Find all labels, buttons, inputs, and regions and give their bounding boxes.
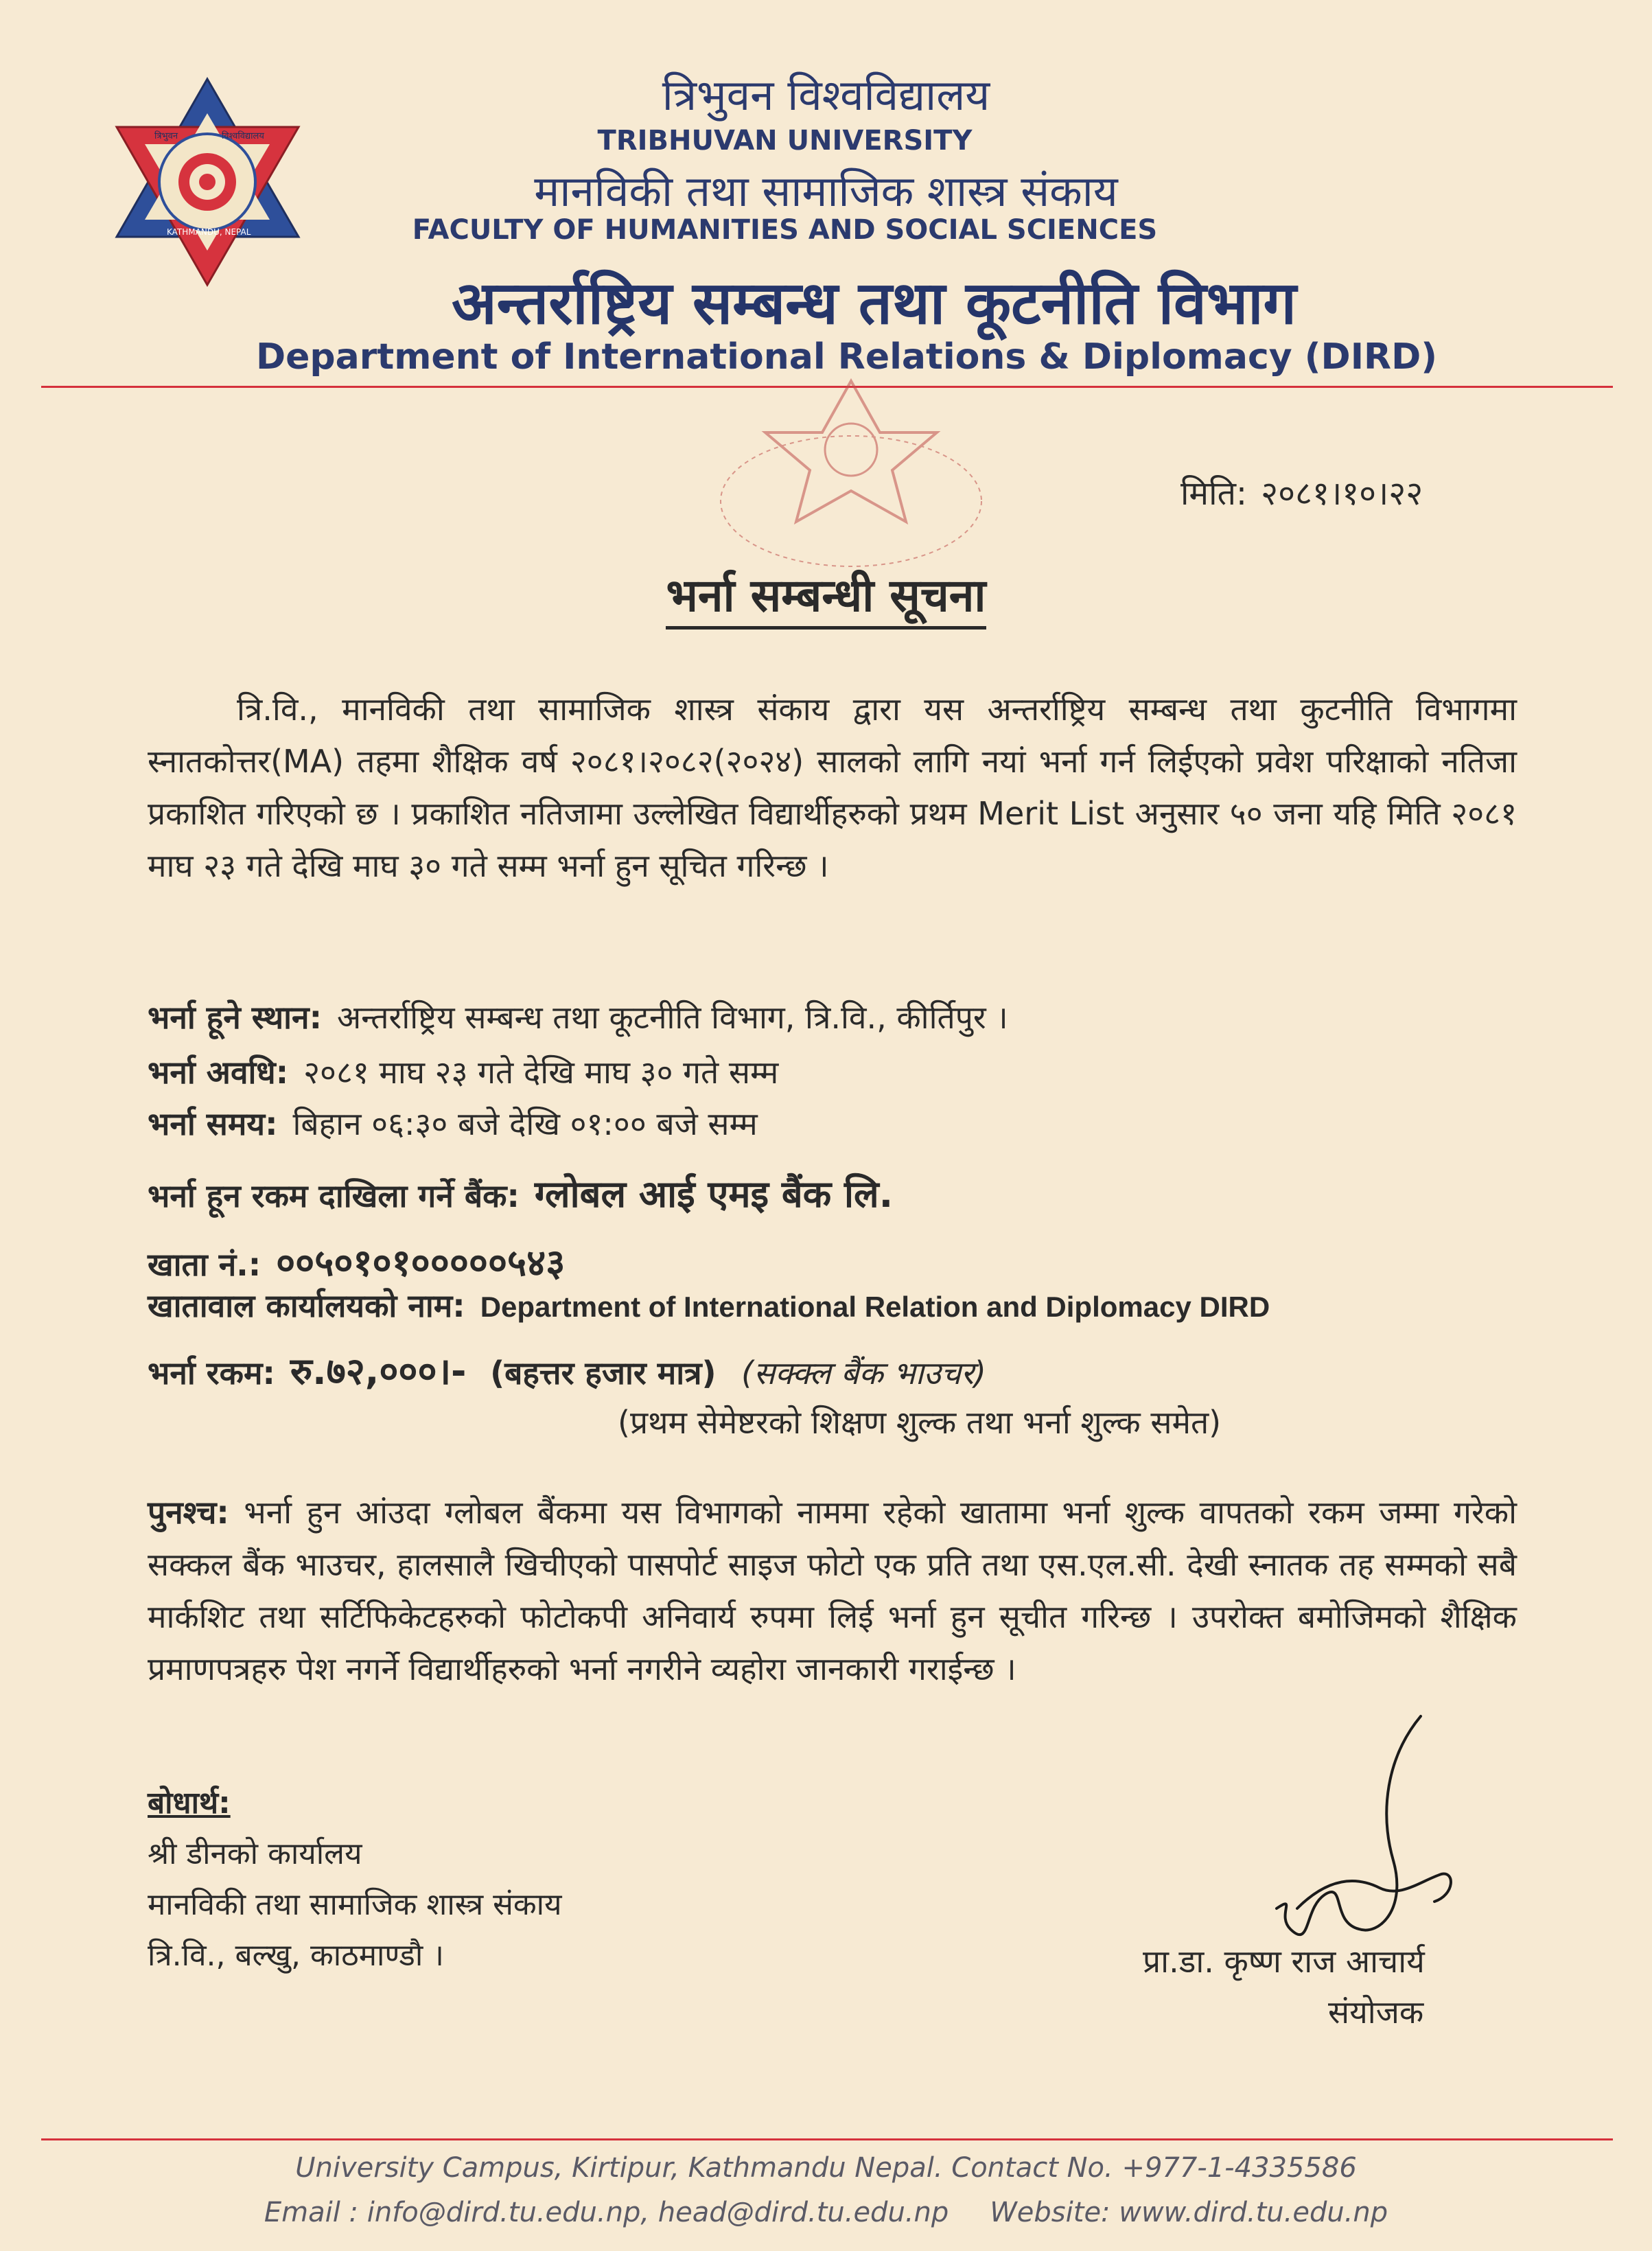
deposit-bank-value: ग्लोबल आई एमइ बैंक लि. — [534, 1173, 894, 1216]
header-department-np: अन्तर्राष्ट्रिय सम्बन्ध तथा कूटनीति विभाग — [452, 269, 1296, 338]
admission-place-label: भर्ना हूने स्थान: — [148, 999, 322, 1036]
copy-to-heading: बोधार्थ: — [148, 1786, 231, 1821]
logo-text-left: त्रिभुवन — [154, 131, 178, 141]
admission-time-value: बिहान ०६:३० बजे देखि ०१:०० बजे सम्म — [292, 1105, 758, 1142]
account-holder-row — [148, 1284, 1520, 1326]
admission-place-row — [148, 995, 1520, 1038]
deposit-bank-row — [148, 1167, 1520, 1218]
logo-text-place: KATHMANDU, NEPAL — [167, 227, 251, 237]
header-department-en: Department of International Relations & Diplomacy (DIRD) — [255, 336, 1438, 378]
admission-period-value: २०८१ माघ २३ गते देखि माघ ३० गते सम्म — [303, 1054, 779, 1091]
footer-website[interactable]: Website: www.dird.tu.edu.np — [990, 2197, 1388, 2228]
admission-place-value: अन्तर्राष्ट्रिय सम्बन्ध तथा कूटनीति विभाग, त्रि.वि., कीर्तिपुर । — [336, 999, 1008, 1036]
official-stamp — [700, 374, 1002, 580]
date-label: मिति: — [1180, 474, 1248, 513]
footer-contact — [0, 2197, 1652, 2228]
logo-text-right: विश्वविद्यालय — [222, 131, 264, 141]
intro-paragraph: त्रि.वि., मानविकी तथा सामाजिक शास्त्र संकाय द्वारा यस अन्तर्राष्ट्रिय सम्बन्ध तथा कुटनीति विभागमा स्नातकोत्तर(MA) तहमा शैक्षिक वर्ष २०८१।२०८२(२०२४) सालको लागि नयां भर्ना गर्न लिईएको प्रवेश परिक्षाको नतिजा प्रकाशित गरिएको छ । प्रकाशित नतिजामा उल्लेखित विद्यार्थीहरुको प्रथम Merit List अनुसार ५० जना यहि मिति २०८१ माघ २३ गते देखि माघ ३० गते सम्म भर्ना हुन सूचित गरिन्छ । — [148, 691, 1517, 884]
copy-to-line-2: मानविकी तथा सामाजिक शास्त्र संकाय — [148, 1887, 562, 1922]
signatory-block — [1143, 1936, 1425, 2038]
postscript-paragraph — [148, 1486, 1517, 1695]
header-faculty-en: FACULTY OF HUMANITIES AND SOCIAL SCIENCES — [412, 214, 1158, 246]
header-university-np: त्रिभुवन विश्वविद्यालय — [662, 70, 990, 120]
admission-amount-words: (बहत्तर हजार मात्र) — [490, 1354, 717, 1392]
admission-amount-row — [148, 1344, 1520, 1395]
footer-address: University Campus, Kirtipur, Kathmandu Nepal. Contact No. +977-1-4335586 — [295, 2152, 1357, 2184]
admission-amount-value: रु.७२,०००।- — [290, 1350, 467, 1393]
copy-to-line-1: श्री डीनको कार्यालय — [148, 1836, 362, 1871]
admission-time-label: भर्ना समय: — [148, 1105, 278, 1142]
fee-note: (प्रथम सेमेष्टरको शिक्षण शुल्क तथा भर्ना शुल्क समेत) — [618, 1404, 1222, 1441]
account-number-label: खाता नं.: — [148, 1246, 261, 1283]
header-university-en: TRIBHUVAN UNIVERSITY — [597, 125, 973, 157]
date-value: २०८१।१०।२२ — [1261, 474, 1423, 513]
deposit-bank-label: भर्ना हून रकम दाखिला गर्ने बैंक: — [148, 1177, 520, 1214]
copy-to-line-3: त्रि.वि., बल्खु, काठमाण्डौ । — [148, 1938, 444, 1973]
footer-divider — [41, 2138, 1613, 2140]
account-holder-value: Department of International Relation and Diplomacy DIRD — [480, 1291, 1270, 1323]
signatory-name: प्रा.डा. कृष्ण राज आचार्य — [1143, 1943, 1425, 1980]
account-number-row — [148, 1236, 1520, 1286]
admission-period-label: भर्ना अवधि: — [148, 1054, 289, 1091]
postscript-label: पुनश्च: — [148, 1494, 229, 1531]
postscript-text: भर्ना हुन आंउदा ग्लोबल बैंकमा यस विभागको नाममा रहेको खातामा भर्ना शुल्क वापतको रकम जम्मा गरेको सक्कल बैंक भाउचर, हालसालै खिचीएको पासपोर्ट साइज फोटो एक प्रति तथा एस.एल.सी. देखी स्नातक तह सम्मको सबै मार्कशिट तथा सर्टिफिकेटहरुको फोटोकपी अनिवार्य रुपमा लिई भर्ना हुन सूचीत गरिन्छ । उपरोक्त बमोजिमको शैक्षिक प्रमाणपत्रहरु पेश नगर्ने विद्यार्थीहरुको भर्ना नगरीने व्यहोरा जानकारी गराईन्छ । — [148, 1494, 1517, 1687]
footer-email[interactable]: Email : info@dird.tu.edu.np, head@dird.tu.edu.np — [264, 2197, 949, 2228]
notice-date — [1180, 470, 1436, 515]
admission-period-row — [148, 1050, 1520, 1093]
admission-amount-label: भर्ना रकम: — [148, 1354, 275, 1392]
notice-title-text: भर्ना सम्बन्धी सूचना — [666, 569, 986, 630]
header-faculty-np: मानविकी तथा सामाजिक शास्त्र संकाय — [534, 166, 1118, 216]
voucher-note: (सक्क्ल बैंक भाउचर) — [741, 1354, 986, 1392]
copy-to-block — [148, 1778, 562, 1981]
signatory-title: संयोजक — [1328, 1994, 1424, 2031]
admission-time-row — [148, 1102, 1520, 1144]
notice-title — [0, 563, 1652, 625]
account-number-value: ००५०१०१०००००५४३ — [276, 1241, 566, 1284]
account-holder-label: खातावाल कार्यालयको नाम: — [148, 1287, 465, 1324]
